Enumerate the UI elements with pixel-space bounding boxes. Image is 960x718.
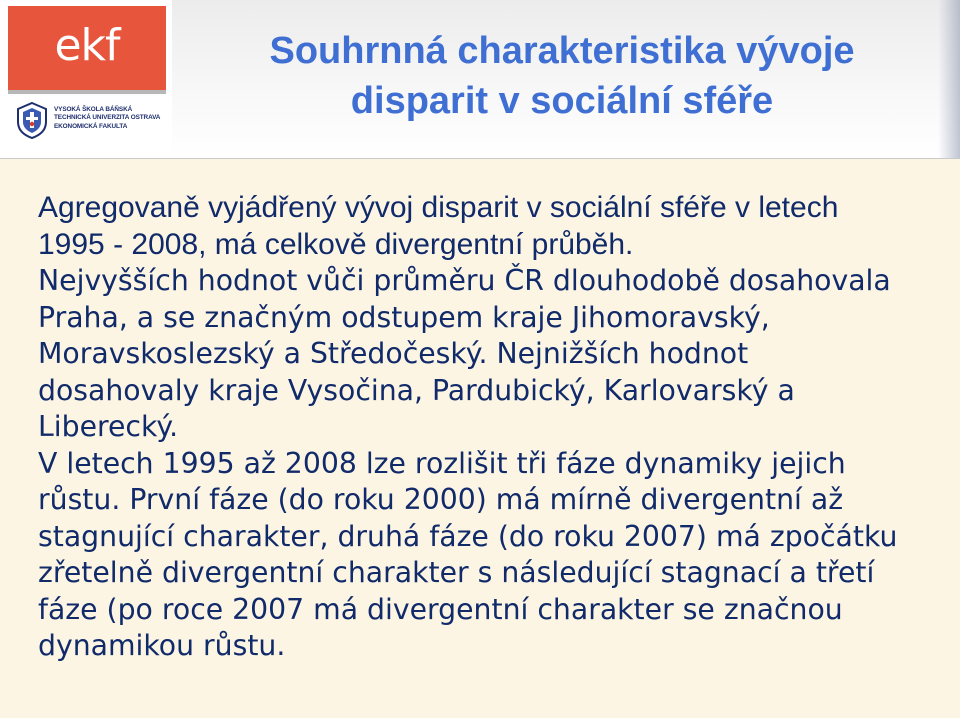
text-line: stagnující charakter, druhá fáze (do roku 2007) má zpočátku bbox=[38, 519, 898, 553]
paragraph-summary bbox=[38, 190, 938, 263]
title-bar bbox=[172, 0, 960, 159]
title-line-1: Souhrnná charakteristika vývoje bbox=[269, 30, 855, 72]
university-name bbox=[54, 106, 170, 131]
text-line: Moravskoslezský a Středočeský. Nejnižších hodnot bbox=[38, 337, 749, 370]
paragraph-detail bbox=[38, 263, 938, 665]
text-line: V letech 1995 až 2008 lze rozlišit tři fáze dynamiky jejich bbox=[38, 446, 846, 480]
text-line: Agregovaně vyjádřený vývoj disparit v sociální sféře v letech bbox=[38, 191, 839, 224]
text-line: fáze (po roce 2007 má divergentní charakter se značnou bbox=[38, 592, 843, 626]
slide-title bbox=[202, 26, 922, 126]
university-line1: VYSOKÁ ŠKOLA BÁŇSKÁ bbox=[54, 106, 133, 113]
university-seal-icon bbox=[14, 100, 50, 140]
text-line: 1995 - 2008, má celkově divergentní průběh. bbox=[38, 227, 634, 261]
text-line: Nejvyšších hodnot vůči průměru ČR dlouhodobě dosahovala bbox=[38, 264, 891, 297]
university-line2: TECHNICKÁ UNIVERZITA OSTRAVA bbox=[54, 114, 161, 122]
text-line: zřetelně divergentní charakter s následující stagnací a třetí bbox=[38, 556, 875, 589]
body-text bbox=[38, 190, 938, 665]
ekf-logo bbox=[8, 6, 166, 92]
title-line-2: disparit v sociální sféře bbox=[350, 80, 774, 122]
text-line: Praha, a se značným odstupem kraje Jihomoravský, bbox=[38, 300, 770, 334]
text-line: dosahovaly kraje Vysočina, Pardubický, Karlovarský a bbox=[38, 373, 795, 407]
logo-divider bbox=[8, 90, 166, 94]
logo-panel bbox=[0, 0, 173, 159]
text-line: růstu. První fáze (do roku 2000) má mírně divergentní až bbox=[38, 483, 844, 516]
faculty-name: EKONOMICKÁ FAKULTA bbox=[54, 122, 128, 130]
text-line: dynamikou růstu. bbox=[38, 629, 286, 662]
ekf-logo-text: ekf bbox=[54, 20, 120, 71]
text-line: Liberecký. bbox=[38, 410, 179, 443]
